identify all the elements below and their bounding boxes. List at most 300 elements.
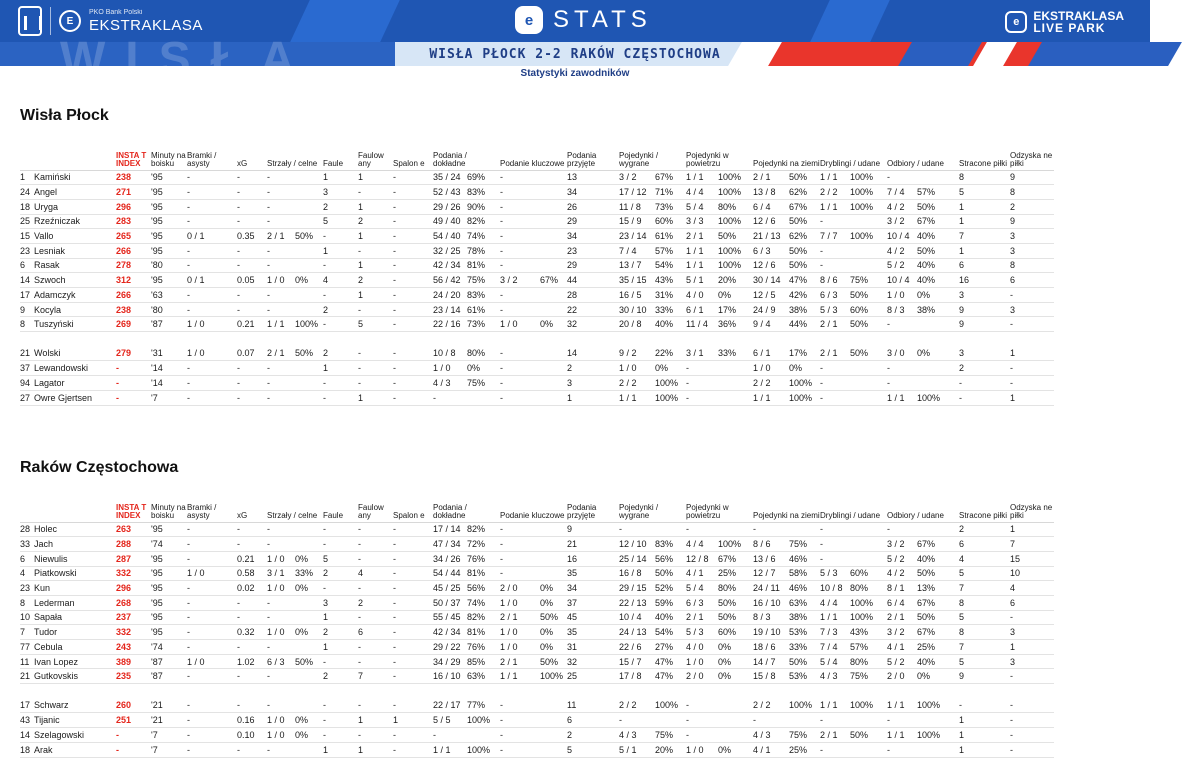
stat-cell-recv: 31 <box>567 640 619 655</box>
player-name[interactable]: Tijanic <box>34 715 60 726</box>
stat-value: 9 / 4 <box>753 319 771 330</box>
player-name[interactable]: Lagator <box>34 377 65 388</box>
stat-cell-shots <box>267 229 323 244</box>
stat-cell-fouled: 2 <box>358 595 393 610</box>
stat-value: 5 / 4 <box>820 656 838 667</box>
column-header[interactable]: Bramki / asysty <box>187 138 237 170</box>
player-row[interactable] <box>20 317 1054 332</box>
player-cell <box>20 625 116 640</box>
stat-cell-min: '95 <box>151 185 187 200</box>
column-header[interactable]: Bramki / asysty <box>187 490 237 522</box>
player-row[interactable] <box>20 288 1054 303</box>
stat-cell-shots <box>267 185 323 200</box>
stat-cell-air <box>686 390 753 405</box>
player-row[interactable] <box>20 346 1054 361</box>
stat-percent: 50% <box>789 245 808 256</box>
stat-cell-lost: 16 <box>959 273 1010 288</box>
player-row[interactable] <box>20 551 1054 566</box>
stat-cell-idx: 279 <box>116 346 151 361</box>
player-row[interactable] <box>20 229 1054 244</box>
player-name[interactable]: Niewulis <box>34 553 68 564</box>
stat-cell-min: '95 <box>151 170 187 185</box>
stat-value: 1 / 1 <box>619 392 637 403</box>
stat-value: 2 / 1 <box>500 656 518 667</box>
stat-value: 1 / 0 <box>267 627 285 638</box>
stat-cell-shots <box>267 581 323 596</box>
stat-cell-fouls: 2 <box>323 199 358 214</box>
stat-cell-lost: 9 <box>959 302 1010 317</box>
column-header[interactable]: Minuty na boisku <box>151 138 187 170</box>
stat-cell-duels <box>619 273 686 288</box>
stat-value: - <box>500 363 503 374</box>
stat-cell-key <box>500 361 567 376</box>
column-header[interactable]: Dryblingi / udane <box>820 138 887 170</box>
stat-value: 6 / 3 <box>267 656 285 667</box>
stat-cell-drib <box>820 669 887 684</box>
column-header[interactable]: Faulow any <box>358 490 393 522</box>
player-row[interactable] <box>20 625 1054 640</box>
stat-cell-recv: 13 <box>567 170 619 185</box>
stat-value: 52 / 43 <box>433 187 461 198</box>
stat-value: - <box>500 729 503 740</box>
stat-value: 1 / 1 <box>753 392 771 403</box>
stat-value: 9 / 2 <box>619 348 637 359</box>
stat-cell-lost: 8 <box>959 595 1010 610</box>
player-row[interactable] <box>20 610 1054 625</box>
column-header[interactable]: Pojedynki w powietrzu <box>686 138 753 170</box>
stat-cell-air <box>686 640 753 655</box>
stat-cell-duels <box>619 185 686 200</box>
stat-cell-shots <box>267 640 323 655</box>
stat-cell-off: - <box>393 625 433 640</box>
stat-cell-shots <box>267 361 323 376</box>
stat-cell-idx: 389 <box>116 654 151 669</box>
column-header[interactable]: Dryblingi / udane <box>820 490 887 522</box>
stat-cell-air <box>686 522 753 537</box>
stat-cell-idx: 266 <box>116 288 151 303</box>
player-cell <box>20 229 116 244</box>
stat-cell-air <box>686 669 753 684</box>
player-row[interactable] <box>20 302 1054 317</box>
stat-cell-lost: 1 <box>959 243 1010 258</box>
stat-cell-drib <box>820 566 887 581</box>
player-row[interactable] <box>20 669 1054 684</box>
stat-cell-rec: 3 <box>1010 229 1054 244</box>
stat-value: 4 / 3 <box>753 729 771 740</box>
shirt-number: 14 <box>20 275 31 286</box>
stat-cell-min: '31 <box>151 346 187 361</box>
player-row[interactable] <box>20 640 1054 655</box>
column-header[interactable]: Strzały / celne <box>267 490 323 522</box>
stat-value: 3 / 2 <box>887 627 905 638</box>
stat-cell-pass <box>433 361 500 376</box>
column-header[interactable]: Minuty na boisku <box>151 490 187 522</box>
player-row[interactable] <box>20 522 1054 537</box>
stat-cell-xg: - <box>237 610 267 625</box>
stat-value: 2 / 2 <box>619 700 637 711</box>
stat-percent: 0% <box>718 656 732 667</box>
stat-value: 1 / 1 <box>686 172 704 183</box>
column-header[interactable]: Podania / dokładne <box>433 490 500 522</box>
column-header[interactable]: Spalon e <box>393 138 433 170</box>
stat-value: 16 / 10 <box>753 597 781 608</box>
stat-cell-fouls: - <box>323 728 358 743</box>
player-name[interactable]: Piatkowski <box>34 568 77 579</box>
player-row[interactable] <box>20 170 1054 185</box>
stat-cell-fouls: 2 <box>323 566 358 581</box>
stat-percent: 44% <box>789 319 808 330</box>
player-name[interactable]: Holec <box>34 524 58 535</box>
player-name[interactable]: Kamiński <box>34 172 71 183</box>
stat-cell-rec: - <box>1010 288 1054 303</box>
player-name[interactable]: Ivan Lopez <box>34 656 79 667</box>
stat-cell-idx: 271 <box>116 185 151 200</box>
stat-cell-ground <box>753 669 820 684</box>
stat-value: 32 / 25 <box>433 245 461 256</box>
stat-percent: 0% <box>295 715 309 726</box>
stat-cell-rec: 3 <box>1010 243 1054 258</box>
player-column-header <box>20 490 116 522</box>
stat-cell-shots <box>267 243 323 258</box>
column-header[interactable]: Pojedynki / wygrane <box>619 138 686 170</box>
stat-percent: 0% <box>540 319 554 330</box>
player-name[interactable]: Wolski <box>34 348 61 359</box>
player-name[interactable]: Schwarz <box>34 700 69 711</box>
player-row[interactable] <box>20 566 1054 581</box>
stats-logo[interactable] <box>515 6 652 34</box>
column-header[interactable]: Odbiory / udane <box>887 138 959 170</box>
stat-value: - <box>267 260 270 271</box>
player-row[interactable] <box>20 258 1054 273</box>
stat-cell-drib <box>820 302 887 317</box>
column-header[interactable]: Podania przyjęte <box>567 490 619 522</box>
stat-cell-tack <box>887 669 959 684</box>
stat-percent: 67% <box>655 172 674 183</box>
player-name[interactable]: Kocyla <box>34 304 62 315</box>
stat-percent: 0% <box>917 289 931 300</box>
stat-cell-recv: 45 <box>567 610 619 625</box>
column-header[interactable]: Spalon e <box>393 490 433 522</box>
stat-percent: 83% <box>655 539 674 550</box>
column-header[interactable]: INSTA T INDEX <box>116 490 151 522</box>
player-name[interactable]: Lewandowski <box>34 363 89 374</box>
stat-cell-drib <box>820 258 887 273</box>
stat-percent: 50% <box>917 245 936 256</box>
stat-value: 5 / 4 <box>686 583 704 594</box>
stat-percent: 50% <box>295 656 314 667</box>
match-title-band <box>395 42 755 66</box>
player-name[interactable]: Lederman <box>34 597 75 608</box>
player-row[interactable] <box>20 361 1054 376</box>
stat-value: - <box>267 363 270 374</box>
player-name[interactable]: Tuszyński <box>34 319 74 330</box>
stat-cell-drib <box>820 199 887 214</box>
stat-cell-idx: 235 <box>116 669 151 684</box>
stat-value: 3 / 1 <box>686 348 704 359</box>
shirt-number: 18 <box>20 744 31 755</box>
column-header[interactable]: Stracone piłki <box>959 138 1010 170</box>
stat-cell-shots <box>267 390 323 405</box>
stat-cell-rec: 9 <box>1010 214 1054 229</box>
stat-cell-fouled: 1 <box>358 170 393 185</box>
stat-percent: 100% <box>850 612 874 623</box>
player-row[interactable] <box>20 537 1054 552</box>
stat-value: 42 / 34 <box>433 260 461 271</box>
stat-cell-drib <box>820 243 887 258</box>
column-header[interactable]: Odbiory / udane <box>887 490 959 522</box>
stat-percent: 57% <box>850 641 869 652</box>
stat-percent: 57% <box>655 245 674 256</box>
stat-value: 4 / 1 <box>887 641 905 652</box>
stat-percent: 25% <box>789 744 808 755</box>
column-header[interactable]: Podanie kluczowe <box>500 490 567 522</box>
stat-percent: 0% <box>718 641 732 652</box>
player-stats-table-home <box>20 138 1054 406</box>
stat-percent: 100% <box>850 700 874 711</box>
stat-cell-tack <box>887 566 959 581</box>
stat-cell-xg: 0.02 <box>237 581 267 596</box>
stat-cell-off: - <box>393 258 433 273</box>
player-name[interactable]: Gutkovskis <box>34 671 79 682</box>
stat-percent: 100% <box>655 392 679 403</box>
stat-cell-fouled: 6 <box>358 625 393 640</box>
stat-value: 22 / 13 <box>619 597 647 608</box>
stat-cell-key <box>500 170 567 185</box>
stat-percent: 100% <box>467 744 491 755</box>
player-name[interactable]: Jach <box>34 539 54 550</box>
stat-cell-duels <box>619 390 686 405</box>
stat-cell-tack <box>887 199 959 214</box>
player-row[interactable] <box>20 698 1054 713</box>
player-name[interactable]: Owre Gjertsen <box>34 392 93 403</box>
stat-percent: 25% <box>718 568 737 579</box>
stat-cell-lost: - <box>959 376 1010 391</box>
column-header[interactable]: Podanie kluczowe <box>500 138 567 170</box>
player-name[interactable]: Szelagowski <box>34 729 85 740</box>
stat-percent: 0% <box>718 289 732 300</box>
stat-cell-ga: - <box>187 170 237 185</box>
player-row[interactable] <box>20 595 1054 610</box>
player-row[interactable] <box>20 214 1054 229</box>
player-row[interactable] <box>20 581 1054 596</box>
stat-cell-rec: 15 <box>1010 551 1054 566</box>
stat-value: 6 / 3 <box>820 289 838 300</box>
stat-percent: 40% <box>917 553 936 564</box>
stat-percent: 80% <box>850 583 869 594</box>
stat-value: 4 / 3 <box>820 671 838 682</box>
player-row[interactable] <box>20 390 1054 405</box>
stat-cell-tack <box>887 185 959 200</box>
stat-cell-pass <box>433 346 500 361</box>
player-row[interactable] <box>20 742 1054 757</box>
column-header[interactable]: INSTA T INDEX <box>116 138 151 170</box>
stat-cell-air <box>686 243 753 258</box>
column-header[interactable]: Stracone piłki <box>959 490 1010 522</box>
player-name[interactable]: Cebula <box>34 641 63 652</box>
stat-percent: 33% <box>295 568 314 579</box>
player-name[interactable]: Rzeźniczak <box>34 216 81 227</box>
stat-cell-xg: 0.05 <box>237 273 267 288</box>
player-cell <box>20 728 116 743</box>
stat-cell-key <box>500 595 567 610</box>
column-header[interactable]: Pojedynki / wygrane <box>619 490 686 522</box>
player-name[interactable]: Adamczyk <box>34 289 76 300</box>
stat-percent: 0% <box>540 583 554 594</box>
stat-percent: 90% <box>467 201 486 212</box>
player-name[interactable]: Kun <box>34 583 51 594</box>
stat-cell-fouled: 2 <box>358 273 393 288</box>
stat-cell-tack <box>887 258 959 273</box>
player-cell <box>20 581 116 596</box>
column-header[interactable]: Odzyska ne piłki <box>1010 490 1054 522</box>
stat-cell-tack <box>887 654 959 669</box>
live-park-logo[interactable] <box>1005 10 1124 34</box>
stat-value: - <box>500 216 503 227</box>
stat-cell-air <box>686 610 753 625</box>
column-header[interactable]: Faule <box>323 490 358 522</box>
stat-cell-fouls: 1 <box>323 170 358 185</box>
stat-cell-ga: 1 / 0 <box>187 317 237 332</box>
column-header[interactable]: xG <box>237 138 267 170</box>
stat-percent: 80% <box>718 583 737 594</box>
stat-value: 22 / 16 <box>433 319 461 330</box>
column-header[interactable]: Odzyska ne piłki <box>1010 138 1054 170</box>
player-row[interactable] <box>20 199 1054 214</box>
column-header[interactable]: Faulow any <box>358 138 393 170</box>
stat-cell-min: '74 <box>151 537 187 552</box>
player-name[interactable]: Szwoch <box>34 275 66 286</box>
stat-cell-recv: 3 <box>567 376 619 391</box>
stat-value: 54 / 44 <box>433 568 461 579</box>
stat-cell-pass <box>433 551 500 566</box>
player-row[interactable] <box>20 728 1054 743</box>
stat-cell-fouled: - <box>358 361 393 376</box>
stat-value: - <box>267 524 270 535</box>
stat-value: 20 / 8 <box>619 319 642 330</box>
player-row[interactable] <box>20 243 1054 258</box>
player-row[interactable] <box>20 273 1054 288</box>
player-name[interactable]: Vallo <box>34 231 54 242</box>
column-header[interactable]: Strzały / celne <box>267 138 323 170</box>
stat-cell-ga: - <box>187 390 237 405</box>
column-header[interactable]: Pojedynki w powietrzu <box>686 490 753 522</box>
stat-cell-duels <box>619 595 686 610</box>
stat-cell-xg: - <box>237 390 267 405</box>
stat-cell-tack <box>887 214 959 229</box>
stat-cell-fouls: 1 <box>323 243 358 258</box>
stat-percent: 0% <box>718 671 732 682</box>
player-row[interactable] <box>20 654 1054 669</box>
stat-cell-recv: 6 <box>567 713 619 728</box>
player-name[interactable]: Tudor <box>34 627 58 638</box>
stat-value: 7 / 3 <box>820 627 838 638</box>
stat-cell-off: - <box>393 302 433 317</box>
stat-cell-ground <box>753 288 820 303</box>
column-header[interactable]: Faule <box>323 138 358 170</box>
stat-cell-off: - <box>393 346 433 361</box>
stat-cell-air <box>686 361 753 376</box>
stat-cell-duels <box>619 713 686 728</box>
stat-value: 2 / 2 <box>753 377 771 388</box>
stat-value: 10 / 8 <box>820 583 843 594</box>
stat-cell-fouled: 1 <box>358 258 393 273</box>
stat-cell-off: - <box>393 566 433 581</box>
stat-cell-key <box>500 669 567 684</box>
stat-value: - <box>500 245 503 256</box>
stat-cell-ground <box>753 551 820 566</box>
stat-percent: 50% <box>789 172 808 183</box>
player-name[interactable]: Uryga <box>34 201 59 212</box>
stat-cell-key <box>500 713 567 728</box>
shirt-number: 6 <box>20 553 26 564</box>
stat-value: - <box>267 289 270 300</box>
stat-value: 6 / 4 <box>887 597 905 608</box>
stat-percent: 74% <box>467 231 486 242</box>
stat-cell-tack <box>887 537 959 552</box>
column-header[interactable]: Pojedynki na ziemi <box>753 138 820 170</box>
stat-percent: 17% <box>718 304 737 315</box>
player-row[interactable] <box>20 713 1054 728</box>
stat-cell-shots <box>267 214 323 229</box>
stat-cell-lost: 9 <box>959 669 1010 684</box>
stat-cell-lost: 1 <box>959 199 1010 214</box>
shirt-number: 18 <box>20 201 31 212</box>
stat-cell-air <box>686 625 753 640</box>
stat-percent: 67% <box>917 597 936 608</box>
stat-cell-air <box>686 728 753 743</box>
stat-cell-recv: 35 <box>567 566 619 581</box>
column-header[interactable]: Podania przyjęte <box>567 138 619 170</box>
stat-cell-fouled: 1 <box>358 390 393 405</box>
stat-cell-rec: 1 <box>1010 390 1054 405</box>
stat-percent: 81% <box>467 627 486 638</box>
stat-cell-min: '63 <box>151 288 187 303</box>
separator-cell <box>20 684 1054 699</box>
stat-cell-duels <box>619 346 686 361</box>
player-name[interactable]: Sapała <box>34 612 63 623</box>
player-row[interactable] <box>20 185 1054 200</box>
stat-cell-off: - <box>393 698 433 713</box>
player-name[interactable]: Lesniak <box>34 245 66 256</box>
stat-cell-key <box>500 522 567 537</box>
player-name[interactable]: Angel <box>34 187 58 198</box>
stat-cell-min: '7 <box>151 390 187 405</box>
player-name[interactable]: Rasak <box>34 260 60 271</box>
stat-cell-drib <box>820 229 887 244</box>
column-header[interactable]: xG <box>237 490 267 522</box>
stat-cell-fouls: - <box>323 537 358 552</box>
stat-value: 18 / 6 <box>753 641 776 652</box>
stat-percent: 100% <box>295 319 319 330</box>
column-header[interactable]: Pojedynki na ziemi <box>753 490 820 522</box>
player-name[interactable]: Arak <box>34 744 53 755</box>
stat-cell-ga: - <box>187 595 237 610</box>
player-row[interactable] <box>20 376 1054 391</box>
stat-percent: 0% <box>467 363 481 374</box>
stat-cell-pass <box>433 243 500 258</box>
stat-cell-shots <box>267 317 323 332</box>
stat-cell-drib <box>820 537 887 552</box>
stat-percent: 61% <box>655 231 674 242</box>
stat-cell-duels <box>619 669 686 684</box>
stat-cell-duels <box>619 288 686 303</box>
stat-cell-key <box>500 243 567 258</box>
column-header[interactable]: Podania / dokładne <box>433 138 500 170</box>
stat-cell-recv: 16 <box>567 551 619 566</box>
stat-percent: 38% <box>789 612 808 623</box>
stat-value: 4 / 4 <box>686 539 704 550</box>
stat-cell-ground <box>753 566 820 581</box>
